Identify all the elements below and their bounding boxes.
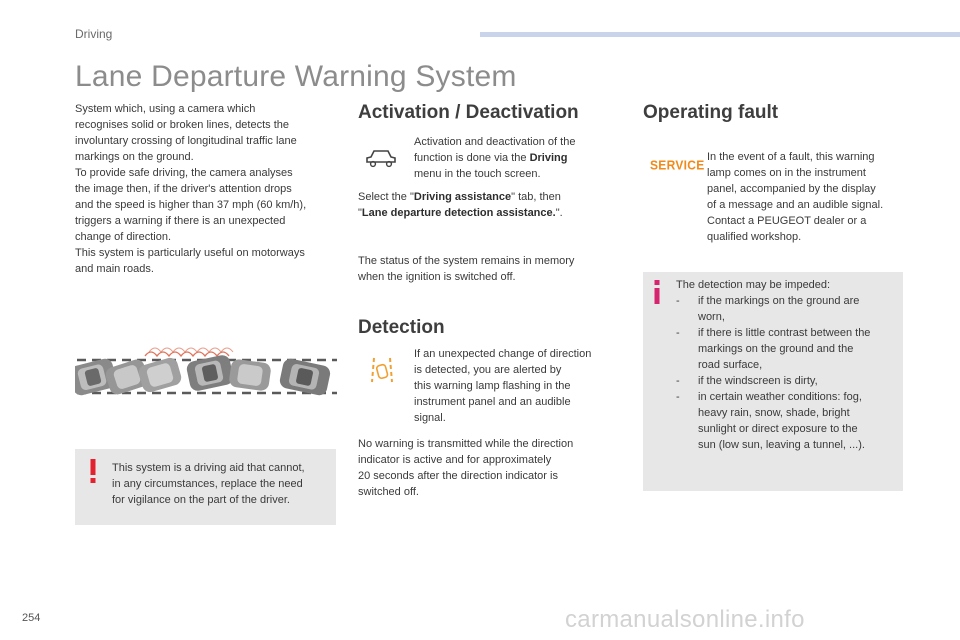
intro-line: This system is particularly useful on motorways (75, 247, 305, 259)
info-intro: The detection may be impeded: (676, 279, 831, 291)
list-item-line: in certain weather conditions: fog, (698, 391, 862, 403)
activation-line-text: function is done via the (414, 152, 530, 164)
list-item (676, 389, 898, 453)
activation-line (414, 150, 614, 166)
warning-line: This system is a driving aid that cannot, (112, 462, 305, 474)
select-end: ". (555, 207, 563, 219)
memory-line: The status of the system remains in memory (358, 255, 575, 267)
detection-line: instrument panel and an audible (414, 396, 571, 408)
activation-line: Activation and deactivation of the (414, 136, 576, 148)
detection-line: this warning lamp flashing in the (414, 380, 571, 392)
detection-heading: Detection (358, 317, 445, 338)
activation-text (414, 134, 614, 182)
list-item-line: markings on the ground and the (698, 343, 854, 355)
fault-line: In the event of a fault, this warning (707, 151, 875, 163)
intro-text (75, 101, 345, 277)
list-dash: - (676, 375, 680, 387)
list-item-line: if the markings on the ground are (698, 295, 860, 307)
memory-text (358, 253, 618, 285)
intro-line: and the speed is higher than 37 mph (60 km/h), (75, 199, 307, 211)
detection-note-line: No warning is transmitted while the direction (358, 438, 574, 450)
quote-open: " (358, 207, 362, 219)
detection-note-text (358, 436, 618, 500)
lane-warning-lamp-icon (371, 356, 393, 384)
warning-text (112, 460, 332, 508)
fault-line: of a message and an audible signal. (707, 199, 884, 211)
fault-text (707, 149, 907, 245)
list-dash: - (676, 391, 680, 403)
list-item-line: worn, (698, 311, 725, 323)
intro-line: the image then, if the driver's attention drops (75, 183, 292, 195)
activation-heading: Activation / Deactivation (358, 102, 579, 123)
list-dash: - (676, 295, 680, 307)
header-bar (480, 32, 960, 37)
intro-line: To provide safe driving, the camera analyses (75, 167, 293, 179)
driving-menu-name: Driving (529, 152, 568, 164)
list-item (676, 293, 898, 325)
list-item (676, 325, 898, 373)
activation-line: menu in the touch screen. (414, 168, 541, 180)
fault-line: Contact a PEUGEOT dealer or a (707, 215, 867, 227)
section-label: Driving (75, 27, 113, 41)
info-text (676, 277, 898, 453)
impediment-list (676, 293, 898, 453)
list-item-line: if the windscreen is dirty, (698, 375, 818, 387)
detection-line: signal. (414, 412, 446, 424)
detection-line: is detected, you are alerted by (414, 364, 562, 376)
page-number: 254 (22, 612, 41, 624)
intro-line: markings on the ground. (75, 151, 194, 163)
intro-line: System which, using a camera which (75, 103, 256, 115)
select-mid: " tab, then (511, 191, 561, 203)
fault-line: lamp comes on in the instrument (707, 167, 866, 179)
warning-line: for vigilance on the part of the driver. (112, 494, 290, 506)
select-prefix: Select the " (358, 191, 414, 203)
detection-note-line: 20 seconds after the direction indicator is (358, 470, 558, 482)
detection-line: If an unexpected change of direction (414, 348, 592, 360)
warning-line: in any circumstances, replace the need (112, 478, 303, 490)
driving-assistance-tab: Driving assistance (413, 191, 512, 203)
list-item-line: road surface, (698, 359, 763, 371)
select-instructions (358, 189, 618, 221)
service-warning-lamp: SERVICE (650, 157, 705, 173)
intro-line: recognises solid or broken lines, detects the (75, 119, 290, 131)
exclamation-icon (89, 459, 97, 483)
list-item-line: if there is little contrast between the (698, 327, 871, 339)
intro-line: change of direction. (75, 231, 172, 243)
fault-line: panel, accompanied by the display (707, 183, 876, 195)
list-item-line: sunlight or direct exposure to the (698, 423, 858, 435)
detection-note-line: switched off. (358, 486, 419, 498)
memory-line: when the ignition is switched off. (358, 271, 516, 283)
list-item-line: heavy rain, snow, shade, bright (698, 407, 850, 419)
lane-departure-option: Lane departure detection assistance. (361, 207, 556, 219)
fault-heading: Operating fault (643, 102, 779, 123)
info-box (643, 272, 903, 491)
list-item (676, 373, 898, 389)
detection-alert-text (414, 346, 619, 426)
intro-line: triggers a warning if there is an unexpected (75, 215, 286, 227)
page-title: Lane Departure Warning System (75, 60, 517, 93)
intro-line: and main roads. (75, 263, 154, 275)
list-dash: - (676, 327, 680, 339)
watermark: carmanualsonline.info (565, 606, 805, 633)
detection-note-line: indicator is active and for approximately (358, 454, 552, 466)
info-icon (653, 280, 661, 304)
lane-departure-illustration (75, 345, 337, 413)
car-outline-icon (364, 148, 398, 170)
list-item-line: sun (low sun, leaving a tunnel, ...). (698, 439, 865, 451)
intro-line: involuntary crossing of longitudinal traffic lane (75, 135, 297, 147)
warning-box (75, 449, 336, 525)
fault-line: qualified workshop. (707, 231, 802, 243)
